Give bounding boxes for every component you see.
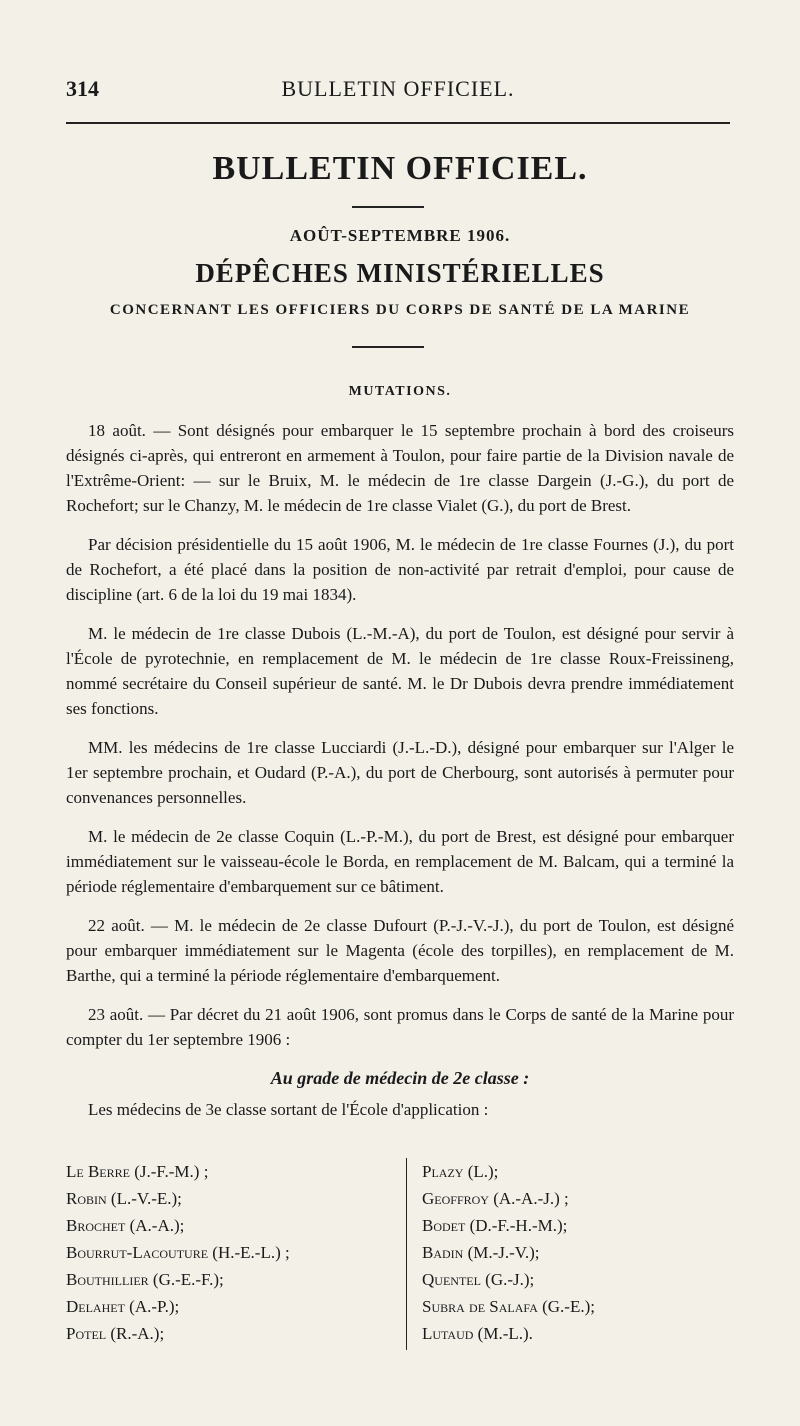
page-number: 314 (66, 76, 99, 101)
list-item: Potel (R.-A.); (66, 1324, 165, 1343)
paragraph: 22 août. — M. le médecin de 2e classe Dufourt (P.-J.-V.-J.), du port de Toulon, est désigné pour embarquer immédiatement sur le Magenta (école des torpilles), en remplacement de M. Barthe, qui a terminé la période réglementaire d'embarquement. (66, 916, 734, 985)
running-header (66, 70, 730, 106)
list-item: Bouthillier (G.-E.-F.); (66, 1270, 224, 1289)
list-item: Brochet (A.-A.); (66, 1216, 185, 1235)
list-item: Badin (M.-J.-V.); (422, 1243, 540, 1262)
section-subheading: CONCERNANT LES OFFICIERS DU CORPS DE SANTÉ DE LA MARINE (109, 302, 691, 318)
list-item: Lutaud (M.-L.). (422, 1324, 533, 1343)
paragraph: MM. les médecins de 1re classe Lucciardi (J.-L.-D.), désigné pour embarquer sur l'Alger le 1er septembre prochain, et Oudard (P.-A.), du port de Cherbourg, sont autorisés à permuter pour convenances personnelles. (66, 738, 734, 807)
list-item: Subra de Salafa (G.-E.); (422, 1297, 595, 1316)
list-item: Plazy (L.); (422, 1162, 499, 1181)
paragraph: Par décision présidentielle du 15 août 1906, M. le médecin de 1re classe Fournes (J.), du port de Rochefort, a été placé dans la position de non-activité par retrait d'emploi, pour cause de discipline (art. 6 de la loi du 19 mai 1834). (66, 535, 734, 604)
list-item: Bodet (D.-F.-H.-M.); (422, 1216, 568, 1235)
list-item: Le Berre (J.-F.-M.) ; (66, 1162, 209, 1181)
paragraph: M. le médecin de 1re classe Dubois (L.-M.-A), du port de Toulon, est désigné pour servir à l'École de pyrotechnie, en remplacement de M. le médecin de 1re classe Roux-Freissineng, nommé secrétaire du Conseil supérieur de santé. M. le Dr Dubois devra prendre immédiatement ses fonctions. (66, 624, 734, 718)
list-item: Geoffroy (A.-A.-J.) ; (422, 1189, 569, 1208)
grade-heading: Au grade de médecin de 2e classe : (270, 1068, 530, 1088)
list-item: Quentel (G.-J.); (422, 1270, 535, 1289)
names-right-column (422, 1158, 734, 1347)
paragraph: M. le médecin de 2e classe Coquin (L.-P.-M.), du port de Brest, est désigné pour embarquer immédiatement sur le vaisseau-école le Borda, en remplacement de M. Balcam, qui a terminé la période réglementaire d'embarquement sur ce bâtiment. (66, 827, 734, 896)
mutations-heading: MUTATIONS. (348, 384, 452, 399)
document-title: BULLETIN OFFICIEL. (212, 150, 588, 187)
issue-date: AOÛT-SEPTEMBRE 1906. (289, 226, 511, 245)
intro-line: Les médecins de 3e classe sortant de l'École d'application : (88, 1100, 489, 1119)
title-rule (352, 206, 424, 208)
list-item: Delahet (A.-P.); (66, 1297, 180, 1316)
list-item: Bourrut-Lacouture (H.-E.-L.) ; (66, 1243, 290, 1262)
list-item: Robin (L.-V.-E.); (66, 1189, 182, 1208)
subheading-rule (352, 346, 424, 348)
names-left-column (66, 1158, 396, 1347)
paragraph: 23 août. — Par décret du 21 août 1906, sont promus dans le Corps de santé de la Marine pour compter du 1er septembre 1906 : (66, 1005, 734, 1049)
paragraph: 18 août. — Sont désignés pour embarquer le 15 septembre prochain à bord des croiseurs désignés ci-après, qui entreront en armement à Toulon, pour faire partie de la Division navale de l'Extrême-Orient: — sur le Bruix, M. le médecin de 1re classe Dargein (J.-G.), du port de Rochefort; sur le Chanzy, M. le médecin de 1re classe Vialet (G.), du port de Brest. (66, 421, 734, 515)
column-divider (406, 1158, 407, 1350)
header-rule (66, 122, 730, 124)
body-text (66, 418, 734, 1136)
section-heading: DÉPÊCHES MINISTÉRIELLES (195, 258, 605, 288)
running-title: BULLETIN OFFICIEL. (281, 76, 515, 101)
